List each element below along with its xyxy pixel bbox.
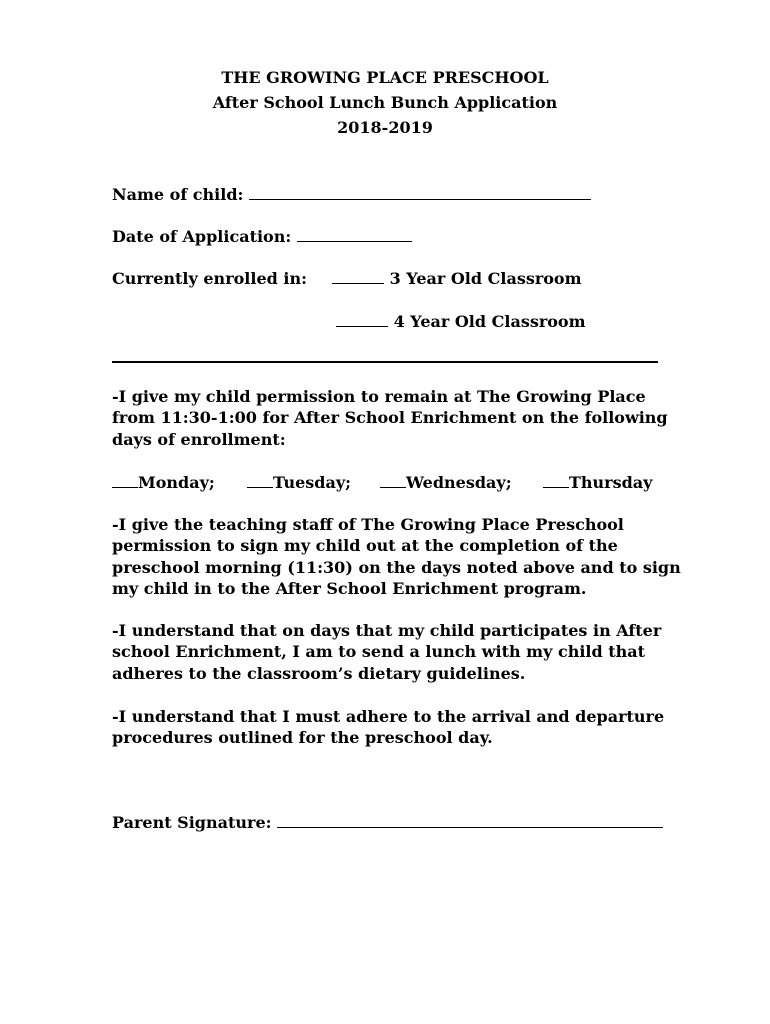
form-title: After School Lunch Bunch Application	[212, 93, 558, 112]
date-blank[interactable]	[297, 227, 412, 242]
day-tuesday-label: Tuesday;	[273, 473, 352, 492]
paragraph-line: permission to sign my child out at the completion of the	[112, 536, 618, 556]
day-monday-label: Monday;	[138, 473, 215, 492]
day-wednesday-label: Wednesday;	[406, 473, 512, 492]
paragraph-line: -I understand that on days that my child participates in After	[112, 621, 662, 640]
signature-row	[112, 812, 663, 833]
lunch-paragraph	[112, 620, 660, 684]
class-4yr-label: 4 Year Old Classroom	[393, 312, 586, 331]
school-year: 2018-2019	[337, 118, 433, 137]
permission-paragraph	[112, 386, 668, 450]
paragraph-line: -I give my child permission to remain at The Growing Place	[112, 387, 646, 406]
arrival-paragraph	[112, 706, 665, 749]
day-tuesday	[247, 472, 351, 493]
class-4yr-blank[interactable]	[336, 312, 388, 327]
day-wednesday-blank[interactable]	[380, 473, 406, 488]
signature-label: Parent Signature:	[112, 813, 272, 832]
staff-paragraph	[112, 514, 681, 599]
paragraph-line: my child in to the After School Enrichment program.	[112, 578, 587, 598]
child-name-blank[interactable]	[249, 185, 591, 200]
enrolled-label: Currently enrolled in:	[112, 269, 307, 288]
paragraph-line: preschool morning (11:30) on the days noted above and to sign	[112, 557, 681, 577]
day-thursday	[543, 472, 652, 493]
date-label: Date of Application:	[112, 227, 292, 246]
day-thursday-blank[interactable]	[543, 473, 569, 488]
signature-blank[interactable]	[277, 813, 663, 828]
paragraph-line: school Enrichment, I am to send a lunch with my child that	[112, 642, 646, 662]
day-tuesday-blank[interactable]	[247, 473, 273, 488]
date-row	[112, 226, 412, 247]
class-4yr-row	[336, 311, 586, 332]
paragraph-line: adheres to the classroom’s dietary guidelines.	[112, 663, 526, 683]
paragraph-line: from 11:30-1:00 for After School Enrichment on the following	[112, 408, 668, 428]
class-3yr-row	[332, 268, 582, 289]
child-name-label: Name of child:	[112, 185, 244, 204]
paragraph-line: -I give the teaching staff of The Growing Place Preschool	[112, 515, 624, 534]
day-wednesday	[380, 472, 512, 493]
day-thursday-label: Thursday	[569, 473, 653, 492]
class-3yr-blank[interactable]	[332, 269, 384, 284]
class-3yr-label: 3 Year Old Classroom	[389, 269, 582, 288]
section-divider	[112, 361, 658, 363]
day-monday-blank[interactable]	[112, 473, 138, 488]
day-monday	[112, 472, 215, 493]
paragraph-line: days of enrollment:	[112, 429, 286, 449]
paragraph-line: procedures outlined for the preschool day.	[112, 728, 493, 748]
child-name-row	[112, 184, 591, 205]
school-name-heading: THE GROWING PLACE PRESCHOOL	[221, 68, 549, 87]
paragraph-line: -I understand that I must adhere to the arrival and departure	[112, 707, 665, 726]
